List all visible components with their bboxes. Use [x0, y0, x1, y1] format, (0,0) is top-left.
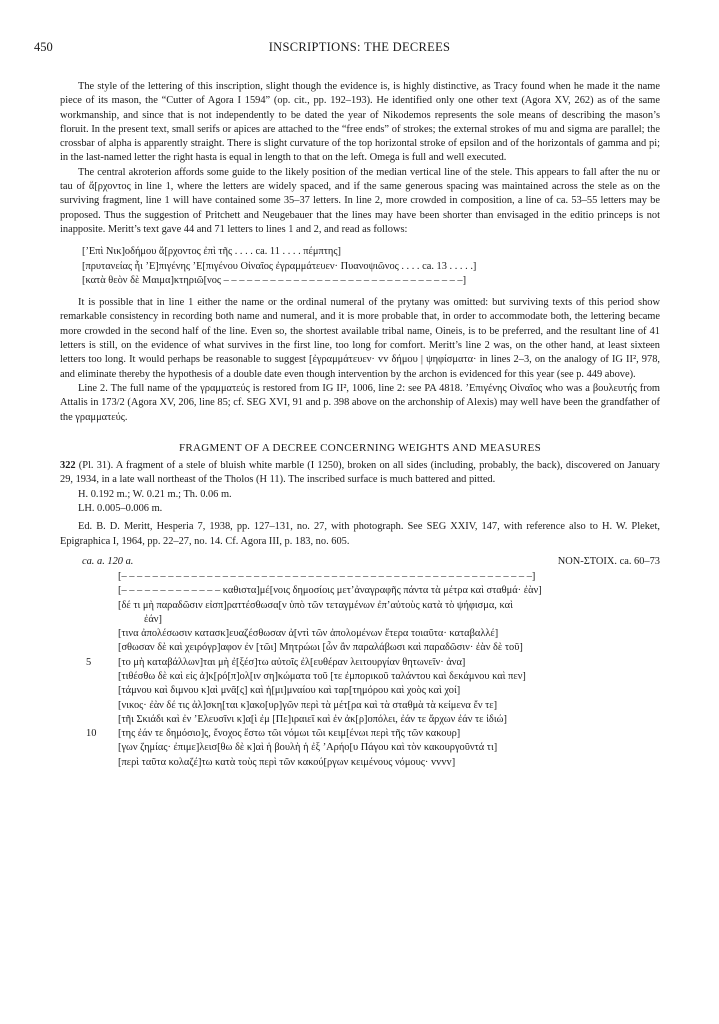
line-text: [τινα ἀπολέσωσιν κατασκ]ευαζέσθωσαν ἀ[ντὶ τῶν ἀπολομένων ἕτερα τοιαῦτα· καταβαλλέ]: [118, 628, 499, 640]
page-number: 450: [34, 40, 53, 54]
inscription-line: [60, 641, 660, 655]
running-title: INSCRIPTIONS: THE DECREES: [268, 40, 451, 54]
line-text: [– – – – – – – – – – – – – – – – – – – – – – – – – – – – – – – – – – – – – – – – – – – – – – – – – – – – –]: [118, 570, 536, 582]
line-text: [σθωσαν δὲ καὶ χειρόγρ]αφον ἐν [τῶι] Μητρώωι [ὧν ἂν παραλάβωσι καὶ παραδῶσιν· ἐὰν δὲ τοῦ]: [118, 642, 523, 654]
inscription-line: [60, 627, 660, 641]
inscription-line: [60, 599, 660, 613]
inscription-line: [60, 713, 660, 727]
inscription-line: [60, 727, 660, 741]
paragraph-akroterion: The central akroterion affords some guide to the likely position of the median vertical line of the stele. This appears to fall after the nu or tau of ἄ[ρχοντος in line 1, where the letters are widely spaced, and if the same generous spacing was maintained across the stele as on the surviving fragment, line 1 will have contained some 35–37 letters. In line 2, more crowded in composition, a line of ca. 53–55 letters may be proposed. Thus the suggestion of Pritchett and Neugebauer that the lines may have been shorter than envisaged in the editio princeps is not inapposite. Meritt’s text gave 44 and 71 letters to lines 1 and 2, and read as follows:: [60, 166, 660, 235]
line-text: [τῆι Σκιάδι καὶ ἐν ’Ελευσῖνι κ]α[ὶ ἐμ [Πε]ιραιεῖ καὶ ἐν ἀκ[ρ]οπόλει, ἐάν τε ἄρχων ἐάν τε ἰδιώ]: [118, 713, 507, 725]
quoted-line: [κατὰ θεὸν δὲ Μαιμα]κτηριῶ[νος – – – – – – – – – – – – – – – – – – – – – – – – – – – – – – –]: [82, 274, 467, 286]
inscription-text: [60, 570, 660, 770]
inscription-line: [60, 670, 660, 684]
line-text: [γων ζημίας· ἐπιμε]λεισ[θω δὲ κ]αὶ ἡ βουλὴ ἡ ἐξ ’Αρήο[υ Πάγου καὶ τὸν κακουργοῦντά τι]: [118, 742, 498, 754]
line-text: [δέ τι μὴ παραδῶσιν εἰσπ]ραττέσθωσα[ν ὑπὸ τῶν τεταγμένων ἐπ’αὐτοὺς κατὰ τὸ ψήφισμα, καὶ: [118, 599, 513, 611]
inscription-line: [60, 756, 660, 770]
inscription-line: [60, 613, 660, 627]
inscription-line: [60, 570, 660, 584]
line-text: [νικος· ἐὰν δέ τις ἀλ]σκη[ται κ]ακο[υρ]γῶν περὶ τὰ μέτ[ρα καὶ τὰ σταθμὰ τὰ κείμενα ἔν τε]: [118, 699, 498, 711]
section-heading: FRAGMENT OF A DECREE CONCERNING WEIGHTS AND MEASURES: [178, 441, 542, 454]
line-number: 10: [86, 728, 97, 740]
entry-description: [60, 459, 660, 488]
line-text: [περὶ ταῦτα κολαζέ]τω κατὰ τοὺς περὶ τῶν κακού[ργων κειμένους νόμους· vvvv]: [118, 756, 456, 768]
quoted-greek-text: [82, 245, 660, 288]
entry-description-text: (Pl. 31). A fragment of a stele of bluish white marble (I 1250), broken on all sides (including, probably, the back), discovered on January 29, 1934, in a late wall northeast of the Tholos (H 11). The inscribed surface is much battered and pitted.: [60, 460, 660, 486]
paragraph-prytany: It is possible that in line 1 either the name or the ordinal numeral of the prytany was omitted: but surviving texts of this period show remarkable consistency in recording both name and numeral, and it is more probable that, in order to accommodate both, the lettering became more crowded in the second half of the line. Even so, the shortest available tribal name, Oineis, is to be preferred, and the resultant line of 41 letters is still, on the evidence of what survives in the first line, too long for comfort. Meritt’s line 2 was, on the other hand, at least sixteen letters too long. It would perhaps be reasonable to suggest [ἐγραμμάτευεν· vv δήμου | ψηφίσματα· in lines 2–3, on the analogy of IG II², 978, and eliminate thereby the hypothesis of a double date even though intervention by the archon is evidenced for this year (see p. 449 above).: [60, 297, 660, 380]
running-header: [34, 40, 685, 56]
line-text: [τάμνου καὶ διμνου κ]αὶ μνᾶ[ς] καὶ ἡ[μι]μναίου καὶ ταρ[τημόρου καὶ χοὸς καὶ χοί]: [118, 685, 461, 697]
page-body: [60, 80, 660, 770]
line-text: [το μὴ καταβάλλων]ται μὴ ἐ[ξέσ]τω αὐτοῖς ἐλ[ευθέραν λειτουργίαν θητωνεῖν· ἀνα]: [118, 656, 466, 668]
entry-letter-height: LH. 0.005–0.006 m.: [78, 503, 163, 515]
inscription-line: [60, 741, 660, 755]
line-text: ἐάν]: [144, 613, 162, 625]
inscription-line: [60, 684, 660, 698]
line-text: [– – – – – – – – – – – – – καθιστα]μέ[νοις δημοσίοις μετ’ἀναγραφῆς πάντα τὰ μέτρα καὶ σταθμά· ἐὰν]: [118, 585, 542, 597]
line-text: [τιθέσθω δὲ καὶ εἰς ἀ]κ[ρό[π]ολ[ιν ση]κώματα τοῦ [τε ἐμπορικοῦ ταλάντου καὶ δεκάμνου καὶ πεν]: [118, 670, 526, 682]
inscription-line: [60, 584, 660, 598]
entry-dimensions: H. 0.192 m.; W. 0.21 m.; Th. 0.06 m.: [78, 488, 232, 500]
inscription-header: [60, 555, 660, 570]
paragraph-lettering-style: The style of the lettering of this inscription, slight though the evidence is, is highly distinctive, as Tracy found when he made it the name piece of its mason, the “Cutter of Agora I 1594” (op. cit., pp. 192–193). He identified only one other text (Agora XV, 262) as of the same workmanship, and since that is not independently to be dated the year of Nikodemos represents the sole means of describing the mason’s floruit. In the present text, small serifs or apices are attached to the “free ends” of strokes; the external strokes of mu and sigma are parallel; the crossbar of alpha is apparently straight. There is slight curvature of the top horizontal stroke of epsilon and of the horizontals of gamma and pi; in the last-named letter the right hasta is equal in length to that on the left. Omega is full and well executed.: [60, 81, 660, 164]
paragraph-line-2: Line 2. The full name of the γραμματεύς is restored from IG II², 1006, line 2: see PA 4818. ’Επιγένης Οἰναῖος who was a βουλευτής from Attalis in 173/2 (Agora XV, 206, line 85; cf. SEG XVI, 91 and p. 398 above on the archonship of Alexis) may well have been the grandfather of the γραμματεύς.: [60, 382, 660, 423]
line-number: 5: [86, 656, 92, 668]
inscription-format: NON-ΣΤΟΙΧ. ca. 60–73: [557, 555, 660, 567]
inscription-line: [60, 656, 660, 670]
inscription-line: [60, 699, 660, 713]
quoted-line: [πρυτανείας ἧι ’Ε]πιγένης ’Ε[πιγένου Οἰναῖος ἐγραμμάτευεν· Πυανοψιῶνος . . . . ca. 13 . . . . .]: [82, 260, 477, 272]
inscription-date: ca. a. 120 a.: [82, 555, 134, 567]
line-text: [της ἐάν τε δημόσιο]ς, ἔνοχος ἔστω τῶι νόμωι τῶι κειμ[ένωι περὶ τῆς τῶν κακουρ]: [118, 728, 461, 740]
entry-edition: Ed. B. D. Meritt, Hesperia 7, 1938, pp. 127–131, no. 27, with photograph. See SEG XXIV, 147, with reference also to H. W. Pleket, Epigraphica I, 1964, pp. 22–27, no. 14. Cf. Agora III, p. 183, no. 605.: [60, 521, 660, 547]
entry-number: 322: [60, 460, 76, 472]
quoted-line: [’Επὶ Νικ]οδήμου ἄ[ρχοντος ἐπὶ τῆς . . . . ca. 11 . . . . πέμπτης]: [82, 246, 341, 258]
